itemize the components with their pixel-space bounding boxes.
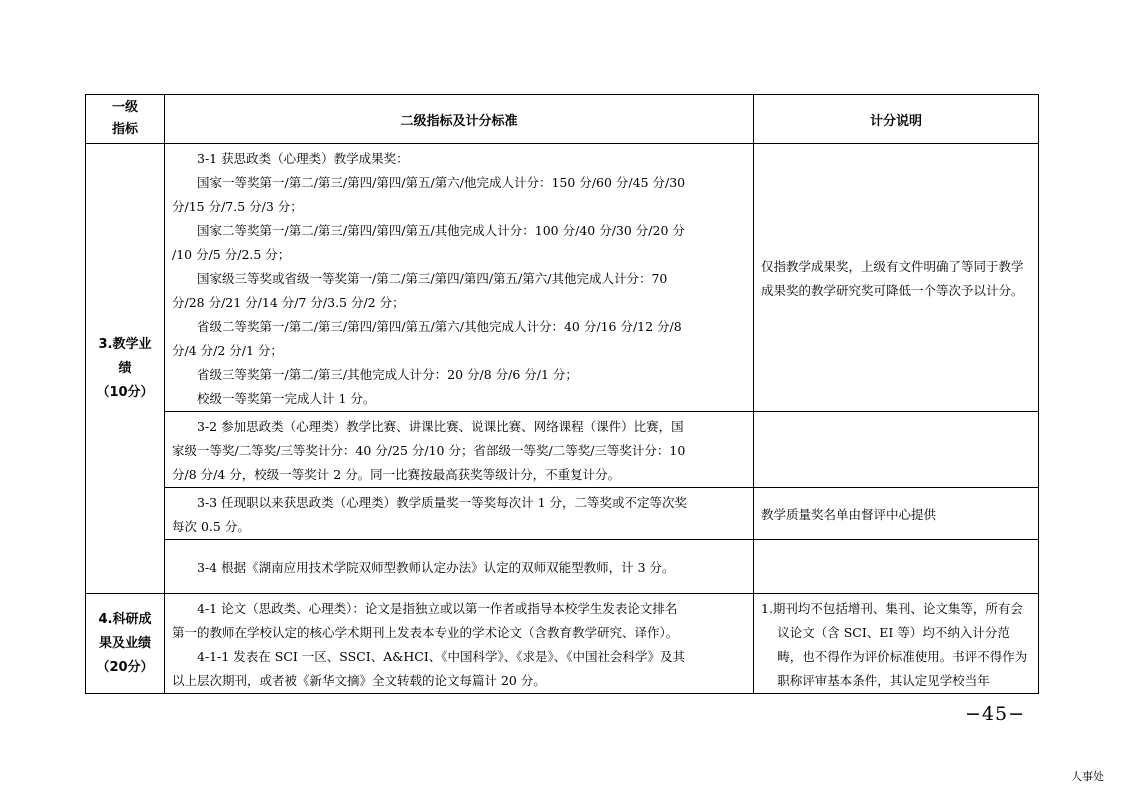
- text-line: 分/28 分/21 分/14 分/7 分/3.5 分/2 分；: [172, 295, 405, 310]
- text-line: 省级二等奖第一/第二/第三/第四/第四/第五/第六/其他完成人计分：40 分/16 分/12 分/8: [197, 319, 682, 334]
- page-number: −45−: [965, 703, 1026, 725]
- note-text: 仅指教学成果奖，上级有文件明确了等同于教学成果奖的教学研究奖可降低一个等次予以计分。: [761, 259, 1024, 298]
- text-line: 校级一等奖第一完成人计 1 分。: [197, 391, 376, 406]
- header-notes: 计分说明: [754, 95, 1039, 144]
- criteria-3-3: [165, 488, 754, 540]
- table-header-row: [86, 95, 1039, 144]
- text-line: 国家级三等奖或省级一等奖第一/第二/第三/第四/第四/第五/第六/其他完成人计分：70: [197, 271, 668, 286]
- text-line: 每次 0.5 分。: [172, 519, 250, 534]
- text-line: 分/8 分/4 分，校级一等奖计 2 分。同一比赛按最高获奖等级计分，不重复计分。: [172, 467, 621, 482]
- table-row: [86, 540, 1039, 594]
- text-line: 3-1 获思政类（心理类）教学成果奖：: [197, 151, 409, 166]
- text-line: 国家一等奖第一/第二/第三/第四/第四/第五/第六/他完成人计分：150 分/60 分/45 分/30: [197, 175, 686, 190]
- text-line: 分/4 分/2 分/1 分；: [172, 343, 283, 358]
- text-line: 4-1 论文（思政类、心理类）：论文是指独立或以第一作者或指导本校学生发表论文排名: [197, 601, 678, 616]
- text-line: 以上层次期刊，或者被《新华文摘》全文转载的论文每篇计 20 分。: [172, 673, 546, 688]
- text-line: 第一的教师在学校认定的核心学术期刊上发表本专业的学术论文（含教育教学研究、译作）。: [172, 625, 679, 640]
- text-line: 国家二等奖第一/第二/第三/第四/第四/第五/其他完成人计分：100 分/40 分/30 分/20 分: [197, 223, 685, 238]
- table-row: [86, 412, 1039, 488]
- text-line: 3-2 参加思政类（心理类）教学比赛、讲课比赛、说课比赛、网络课程（课件）比赛，国: [197, 419, 684, 434]
- criteria-3-2: [165, 412, 754, 488]
- text-line: 3-4 根据《湖南应用技术学院双师型教师认定办法》认定的双师双能型教师，计 3 分。: [197, 560, 675, 575]
- text-line: 分/15 分/7.5 分/3 分；: [172, 199, 303, 214]
- header-level1: 一级 指标: [86, 95, 165, 144]
- table-row: [86, 144, 1039, 412]
- text-line: 家级一等奖/二等奖/三等奖计分：40 分/25 分/10 分；省部级一等奖/二等奖/三等奖计分：10: [172, 443, 686, 458]
- criteria-3-4: [165, 540, 754, 594]
- criteria-4-1: [165, 594, 754, 694]
- table-row: [86, 488, 1039, 540]
- text-line: 省级三等奖第一/第二/第三/其他完成人计分：20 分/8 分/6 分/1 分；: [197, 367, 578, 382]
- note-3-3: [754, 488, 1039, 540]
- table-row: [86, 594, 1039, 694]
- text-line: 3-3 任现职以来获思政类（心理类）教学质量奖一等奖每次计 1 分，二等奖或不定等次奖: [197, 495, 688, 510]
- note-3-1: [754, 144, 1039, 412]
- criteria-3-1: [165, 144, 754, 412]
- department-stamp: 人事处: [1071, 770, 1104, 783]
- scoring-table: [85, 94, 1039, 694]
- category-teaching: 3.教学业 绩 （10分）: [86, 144, 165, 594]
- note-3-4: [754, 540, 1039, 594]
- text-line: /10 分/5 分/2.5 分；: [172, 247, 291, 262]
- category-research: 4.科研成 果及业绩 （20分）: [86, 594, 165, 694]
- note-text: 1.期刊均不包括增刊、集刊、论文集等，所有会议论文（含 SCI、EI 等）均不纳入计分范畴，也不得作为评价标准使用。书评不得作为职称评审基本条件，其认定见学校当年: [761, 601, 1028, 688]
- note-3-2: [754, 412, 1039, 488]
- note-4-1: [754, 594, 1039, 694]
- text-line: 4-1-1 发表在 SCI 一区、SSCI、A&HCI、《中国科学》、《求是》、《中国社会科学》及其: [197, 649, 686, 664]
- header-level2: 二级指标及计分标准: [165, 95, 754, 144]
- note-text: 教学质量奖名单由督评中心提供: [761, 507, 937, 522]
